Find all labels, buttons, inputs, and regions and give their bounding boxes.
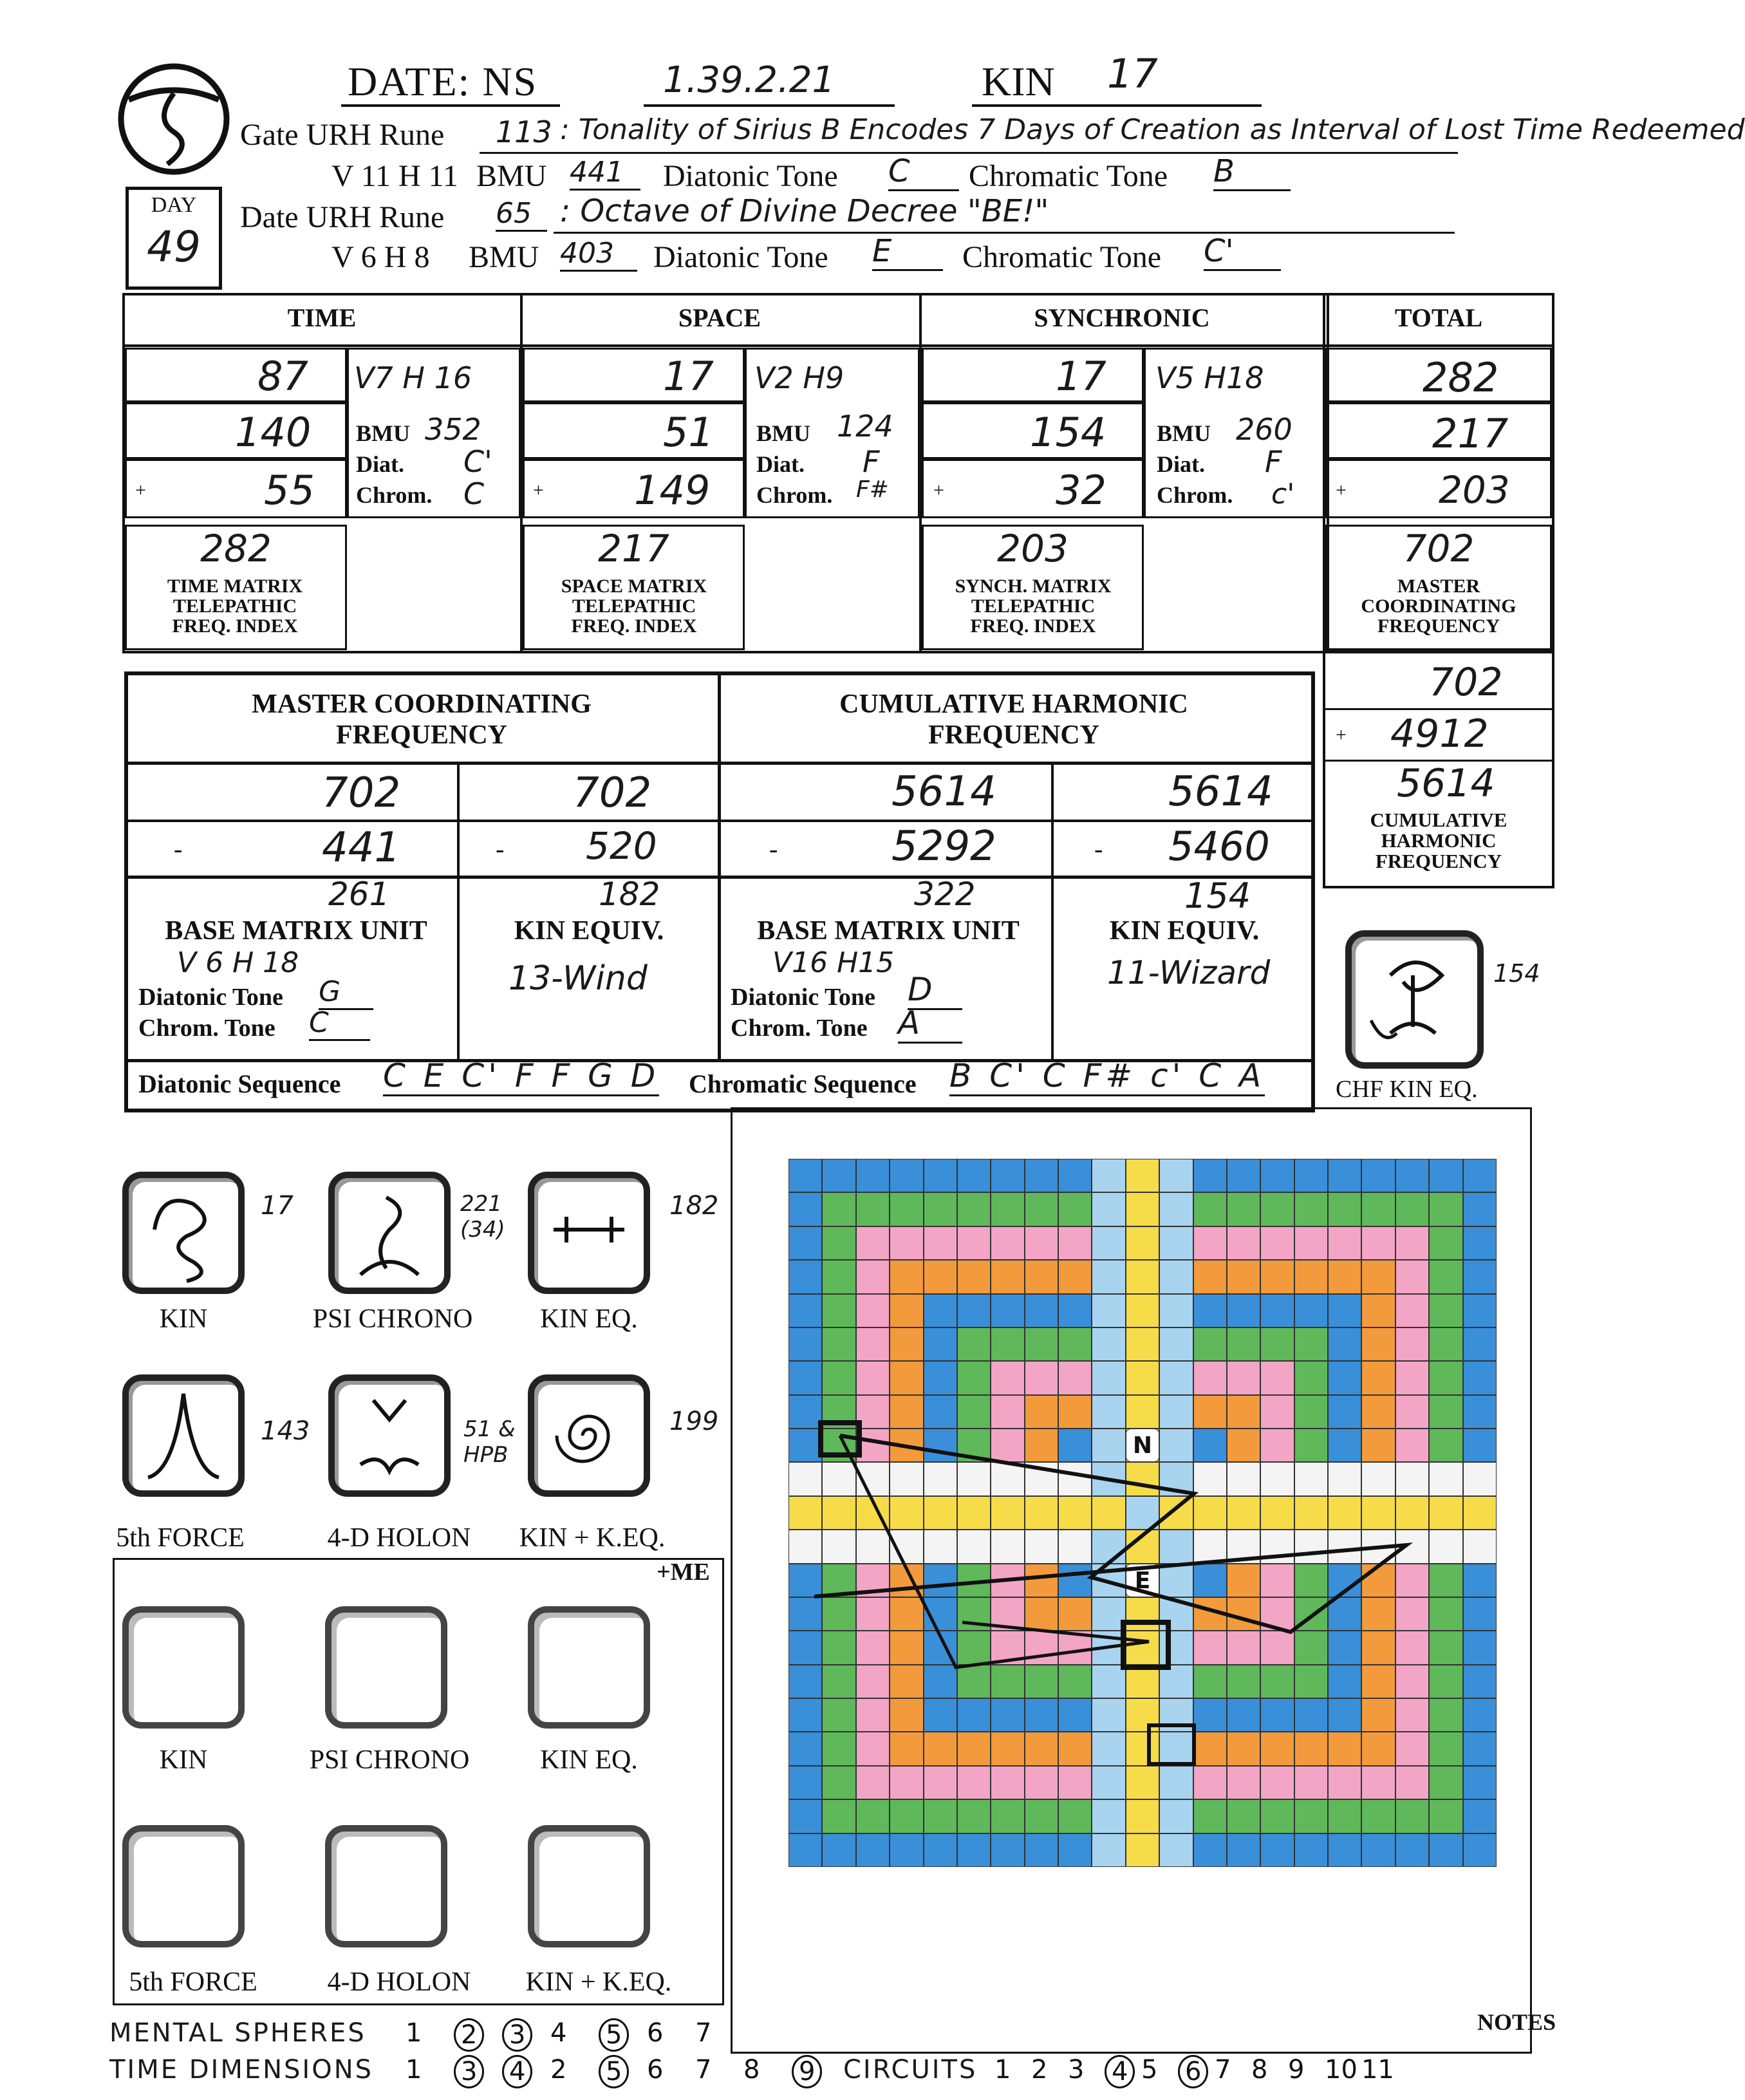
fifth-force-number: 143 bbox=[261, 1416, 310, 1446]
kin-glyph-number: 17 bbox=[261, 1191, 294, 1221]
space-value-3: 149 bbox=[634, 467, 711, 514]
empty-force-box[interactable] bbox=[122, 1825, 245, 1947]
space-bmu: 124 bbox=[837, 409, 893, 444]
time-dimension-1: 1 bbox=[406, 2055, 422, 2085]
space-plus: + bbox=[533, 480, 544, 501]
matrix-center-letter: E bbox=[1126, 1564, 1159, 1597]
holon-glyph bbox=[328, 1374, 451, 1497]
space-vh: V2 H9 bbox=[754, 361, 845, 395]
empty-kinkeq-box[interactable] bbox=[528, 1825, 650, 1947]
time-value-2: 140 bbox=[235, 409, 312, 456]
time-dimension-3: 4 bbox=[502, 2055, 532, 2088]
time-chrom-label: Chrom. bbox=[356, 482, 433, 508]
holon-glyph-icon bbox=[335, 1381, 444, 1490]
synch-bmu: 260 bbox=[1236, 412, 1292, 447]
space-chrom: F# bbox=[856, 476, 889, 503]
chf-col1-diat-label: Diatonic Tone bbox=[731, 984, 875, 1011]
synch-header: SYNCHRONIC bbox=[1034, 303, 1210, 332]
date-label: DATE: NS bbox=[348, 59, 538, 104]
gate-chrom-label: Chromatic Tone bbox=[969, 159, 1168, 193]
gate-rune-value: 113 bbox=[496, 115, 552, 149]
mcf-col2-label: KIN EQUIV. bbox=[514, 916, 664, 946]
chf-kin-label: CHF KIN EQ. bbox=[1336, 1076, 1478, 1103]
gate-bmu: 441 bbox=[570, 156, 640, 191]
date-vh: V 6 H 8 bbox=[331, 240, 430, 274]
circuit-3: 3 bbox=[1068, 2055, 1085, 2085]
kin-glyph-label: KIN bbox=[159, 1304, 208, 1334]
chf-col1-vh: V16 H15 bbox=[772, 946, 895, 979]
mcf-col1-result: 261 bbox=[328, 876, 390, 913]
me-label: +ME bbox=[657, 1559, 710, 1586]
gate-chrom: B bbox=[1213, 153, 1291, 191]
mcf-col1-chrom-label: Chrom. Tone bbox=[138, 1015, 275, 1042]
gate-diat: C bbox=[888, 153, 959, 191]
synch-diat: F bbox=[1265, 444, 1282, 479]
chf-kin-number: 154 bbox=[1493, 959, 1540, 988]
day-box bbox=[126, 187, 222, 290]
empty-force-label: 5th FORCE bbox=[129, 1967, 257, 1997]
psi-glyph-number: 221 (34) bbox=[460, 1191, 505, 1242]
gate-bmu-label: BMU bbox=[476, 159, 547, 193]
space-total: 217 bbox=[598, 527, 669, 570]
time-total: 282 bbox=[200, 527, 272, 570]
mental-sphere-6: 6 bbox=[647, 2018, 664, 2048]
time-value-3: 55 bbox=[264, 467, 315, 514]
total-index-label: MASTER COORDINATING FREQUENCY bbox=[1361, 576, 1516, 637]
spiral-logo-icon bbox=[116, 61, 232, 177]
wizard-glyph-icon bbox=[1352, 937, 1477, 1062]
cumulative-total: 5614 bbox=[1397, 761, 1495, 806]
total-plus: + bbox=[1336, 480, 1347, 501]
kineq-glyph-label: KIN EQ. bbox=[540, 1304, 638, 1334]
chf-title: CUMULATIVE HARMONIC FREQUENCY bbox=[839, 689, 1188, 750]
psi-glyph bbox=[328, 1172, 451, 1294]
chf-col1-label: BASE MATRIX UNIT bbox=[757, 916, 1020, 946]
total-total: 702 bbox=[1403, 527, 1475, 570]
mcf-col2-result: 182 bbox=[599, 876, 660, 913]
synch-value-1: 17 bbox=[1056, 353, 1106, 400]
gate-rune-label: Gate URH Rune bbox=[240, 118, 445, 152]
mental-sphere-2: 2 bbox=[454, 2018, 484, 2052]
fifth-force-glyph bbox=[122, 1374, 245, 1497]
date-value: 1.39.2.21 bbox=[663, 59, 835, 101]
spiral-glyph-icon bbox=[534, 1381, 644, 1490]
kin-value: 17 bbox=[1107, 50, 1158, 97]
synch-chrom: c' bbox=[1271, 478, 1295, 511]
notes-label: NOTES bbox=[1477, 2009, 1556, 2035]
day-label: DAY bbox=[151, 193, 197, 217]
fifth-force-glyph-icon bbox=[129, 1381, 238, 1490]
chf-col2-label: KIN EQUIV. bbox=[1109, 916, 1260, 946]
kineq-glyph-number: 182 bbox=[669, 1191, 719, 1221]
circuit-9: 9 bbox=[1288, 2055, 1305, 2085]
empty-psi-box[interactable] bbox=[325, 1606, 447, 1729]
kin-glyph bbox=[122, 1172, 245, 1294]
empty-psi-label: PSI CHRONO bbox=[309, 1745, 470, 1775]
chf-col1-diat: D bbox=[908, 971, 962, 1010]
time-chrom: C bbox=[463, 476, 485, 511]
space-value-1: 17 bbox=[663, 353, 714, 400]
mcf-col2-name: 13-Wind bbox=[509, 959, 648, 998]
mcf-col2-minus: - bbox=[496, 834, 505, 863]
date-diat-label: Diatonic Tone bbox=[653, 240, 828, 274]
mcf-col1-b: 441 bbox=[322, 824, 401, 872]
time-header: TIME bbox=[287, 303, 357, 332]
synch-vh: V5 H18 bbox=[1155, 361, 1264, 395]
mcf-title: MASTER COORDINATING FREQUENCY bbox=[252, 689, 592, 750]
date-diat: E bbox=[872, 233, 943, 271]
cumulative-value-1: 702 bbox=[1429, 660, 1503, 705]
circuit-8: 8 bbox=[1251, 2055, 1268, 2085]
matrix-center-letter: N bbox=[1126, 1429, 1159, 1462]
space-diat: F bbox=[863, 444, 880, 479]
chf-col1-b: 5292 bbox=[891, 823, 996, 870]
time-diat: C' bbox=[463, 444, 492, 479]
time-dimension-5: 5 bbox=[599, 2055, 629, 2088]
mental-sphere-5: 5 bbox=[599, 2018, 629, 2052]
mcf-col1-diat: G bbox=[319, 975, 373, 1010]
circuit-6: 6 bbox=[1178, 2055, 1208, 2088]
date-chrom-label: Chromatic Tone bbox=[962, 240, 1162, 274]
space-index-label: SPACE MATRIX TELEPATHIC FREQ. INDEX bbox=[561, 576, 707, 637]
time-plus: + bbox=[135, 480, 146, 501]
time-value-1: 87 bbox=[257, 353, 308, 400]
mental-sphere-4: 4 bbox=[550, 2018, 567, 2048]
circuits-label: CIRCUITS bbox=[843, 2055, 978, 2085]
total-value-1: 282 bbox=[1423, 354, 1499, 401]
chf-col1-chrom: A bbox=[898, 1004, 962, 1044]
psi-glyph-icon bbox=[335, 1178, 444, 1288]
time-vh: V7 H 16 bbox=[354, 361, 472, 395]
mental-sphere-1: 1 bbox=[406, 2018, 422, 2048]
gate-vh: V 11 H 11 bbox=[331, 159, 458, 193]
cumulative-value-2: 4912 bbox=[1390, 711, 1489, 756]
kineq-glyph bbox=[528, 1172, 650, 1294]
synch-chrom-label: Chrom. bbox=[1157, 482, 1233, 508]
empty-kineq-label: KIN EQ. bbox=[540, 1745, 638, 1775]
synch-bmu-label: BMU bbox=[1157, 420, 1211, 446]
time-dimension-7: 7 bbox=[695, 2055, 712, 2085]
chf-col2-name: 11-Wizard bbox=[1107, 954, 1271, 991]
chf-col1-result: 322 bbox=[914, 876, 976, 913]
kin-glyph-icon bbox=[129, 1178, 238, 1288]
chf-col2-a: 5614 bbox=[1168, 768, 1273, 816]
cumulative-label: CUMULATIVE HARMONIC FREQUENCY bbox=[1370, 809, 1507, 872]
total-value-2: 217 bbox=[1432, 410, 1509, 457]
date-chrom: C' bbox=[1204, 233, 1281, 271]
date-rune-label: Date URH Rune bbox=[240, 200, 445, 234]
empty-kin-label: KIN bbox=[159, 1745, 208, 1775]
mcf-col2-b: 520 bbox=[586, 824, 657, 868]
space-value-2: 51 bbox=[663, 409, 714, 456]
mcf-col1-chrom: C bbox=[309, 1006, 370, 1041]
kin-label: KIN bbox=[982, 59, 1055, 104]
diatonic-sequence: C E C' F F G D bbox=[383, 1057, 659, 1096]
space-diat-label: Diat. bbox=[756, 451, 805, 477]
cumulative-plus: + bbox=[1336, 724, 1347, 745]
time-dimension-2: 3 bbox=[454, 2055, 484, 2088]
circuit-10: 10 bbox=[1325, 2055, 1358, 2085]
mcf-col1-vh: V 6 H 18 bbox=[177, 946, 299, 979]
time-dimension-9: 9 bbox=[792, 2055, 822, 2088]
mcf-col1-a: 702 bbox=[322, 769, 401, 817]
empty-kin-box[interactable] bbox=[122, 1606, 245, 1729]
circuit-1: 1 bbox=[994, 2055, 1011, 2085]
chf-col1-chrom-label: Chrom. Tone bbox=[731, 1015, 868, 1042]
space-bmu-label: BMU bbox=[756, 420, 810, 446]
chf-kin-glyph bbox=[1345, 930, 1484, 1069]
mcf-col1-minus: - bbox=[174, 834, 183, 863]
time-index-label: TIME MATRIX TELEPATHIC FREQ. INDEX bbox=[167, 576, 303, 637]
diatonic-sequence-label: Diatonic Sequence bbox=[138, 1069, 341, 1098]
date-bmu-label: BMU bbox=[469, 240, 539, 274]
synch-total: 203 bbox=[997, 527, 1068, 570]
synch-value-3: 32 bbox=[1056, 467, 1106, 514]
chromatic-sequence: B C' C F# c' C A bbox=[949, 1057, 1265, 1096]
space-chrom-label: Chrom. bbox=[756, 482, 833, 508]
kin-keq-glyph bbox=[528, 1374, 650, 1497]
kin-keq-number: 199 bbox=[669, 1407, 719, 1436]
synch-value-2: 154 bbox=[1030, 409, 1106, 456]
mcf-col1-diat-label: Diatonic Tone bbox=[138, 984, 283, 1011]
holon-label: 4-D HOLON bbox=[327, 1523, 471, 1553]
time-dimensions-label: TIME DIMENSIONS bbox=[109, 2055, 374, 2085]
chf-col2-result: 154 bbox=[1184, 876, 1251, 916]
psi-glyph-label: PSI CHRONO bbox=[312, 1304, 473, 1334]
synch-plus: + bbox=[933, 480, 944, 501]
time-dimension-8: 8 bbox=[743, 2055, 760, 2085]
empty-kineq-box[interactable] bbox=[528, 1606, 650, 1729]
chf-col2-b: 5460 bbox=[1168, 823, 1270, 870]
synch-diat-label: Diat. bbox=[1157, 451, 1205, 477]
day-value: 49 bbox=[147, 222, 201, 272]
date-rune-text: : Octave of Divine Decree "BE!" bbox=[560, 193, 1049, 229]
gate-rune-text: : Tonality of Sirius B Encodes 7 Days of Creation as Interval of Lost Time Redeemed bbox=[560, 113, 1745, 146]
wind-glyph-icon bbox=[534, 1178, 644, 1288]
gate-diat-label: Diatonic Tone bbox=[663, 159, 838, 193]
circuit-4: 4 bbox=[1105, 2055, 1135, 2088]
mental-sphere-7: 7 bbox=[695, 2018, 712, 2048]
circuit-7: 7 bbox=[1215, 2055, 1231, 2085]
fifth-force-label: 5th FORCE bbox=[116, 1523, 245, 1553]
time-diat-label: Diat. bbox=[356, 451, 404, 477]
time-bmu-label: BMU bbox=[356, 420, 410, 446]
time-dimension-4: 2 bbox=[550, 2055, 567, 2085]
holon-number: 51 & HPB bbox=[463, 1416, 516, 1468]
circuit-5: 5 bbox=[1141, 2055, 1158, 2085]
total-header: TOTAL bbox=[1394, 303, 1483, 332]
circuit-2: 2 bbox=[1031, 2055, 1048, 2085]
empty-kinkeq-label: KIN + K.EQ. bbox=[525, 1967, 672, 1997]
mental-sphere-3: 3 bbox=[502, 2018, 532, 2052]
time-dimension-6: 6 bbox=[647, 2055, 664, 2085]
chf-col1-minus: - bbox=[769, 834, 778, 863]
mcf-col1-label: BASE MATRIX UNIT bbox=[165, 916, 427, 946]
date-bmu: 403 bbox=[560, 237, 637, 272]
space-header: SPACE bbox=[678, 303, 761, 332]
total-value-3: 203 bbox=[1439, 468, 1510, 512]
mental-spheres-label: MENTAL SPHERES bbox=[109, 2018, 366, 2048]
date-rune-value: 65 bbox=[496, 197, 547, 232]
empty-holon-label: 4-D HOLON bbox=[327, 1967, 471, 1997]
synch-index-label: SYNCH. MATRIX TELEPATHIC FREQ. INDEX bbox=[955, 576, 1112, 637]
circuit-11: 11 bbox=[1361, 2055, 1394, 2085]
time-bmu: 352 bbox=[425, 412, 481, 447]
chf-col2-minus: - bbox=[1094, 834, 1103, 863]
chromatic-sequence-label: Chromatic Sequence bbox=[689, 1069, 917, 1098]
kin-keq-label: KIN + K.EQ. bbox=[519, 1523, 666, 1553]
mcf-col2-a: 702 bbox=[573, 769, 652, 817]
chf-col1-a: 5614 bbox=[891, 768, 996, 816]
matrix-overlay-lines bbox=[789, 1159, 1497, 1867]
empty-holon-box[interactable] bbox=[325, 1825, 447, 1947]
